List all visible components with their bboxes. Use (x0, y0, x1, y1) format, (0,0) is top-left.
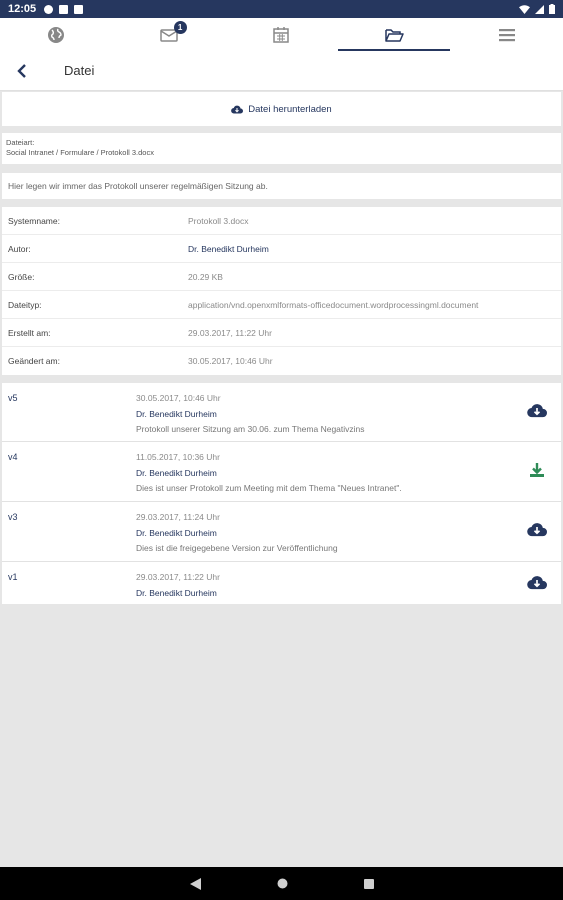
main-navigation (0, 18, 563, 51)
version-download-button[interactable] (527, 460, 547, 480)
property-value: 30.05.2017, 10:46 Uhr (188, 356, 273, 366)
version-row (2, 562, 561, 603)
cloud-download-icon (231, 105, 243, 114)
version-date: 11.05.2017, 10:36 Uhr (136, 452, 220, 462)
download-label: Datei herunterladen (248, 103, 332, 115)
cloud-download-icon (527, 575, 547, 590)
property-label: Dateityp: (8, 299, 42, 310)
property-label: Autor: (8, 243, 31, 254)
version-download-button[interactable] (527, 572, 547, 592)
file-type-label: Dateiart: (6, 138, 35, 147)
version-date: 29.03.2017, 11:22 Uhr (136, 572, 220, 582)
property-row-modified (2, 347, 561, 375)
version-list (2, 383, 561, 604)
property-row-created (2, 319, 561, 347)
folder-open-icon (384, 25, 404, 45)
version-author[interactable]: Dr. Benedikt Durheim (136, 467, 217, 478)
tab-globe[interactable] (0, 18, 113, 51)
version-comment: Dies ist unser Protokoll zum Meeting mit dem Thema "Neues Intranet". (136, 483, 402, 493)
file-type-section (2, 133, 561, 164)
author-link[interactable]: Dr. Benedikt Durheim (188, 243, 269, 254)
property-row-filetype (2, 291, 561, 319)
status-time: 12:05 (8, 3, 37, 15)
version-id: v1 (8, 572, 18, 582)
download-icon (528, 461, 546, 479)
sim-status-icon (74, 5, 83, 14)
home-circle-icon[interactable] (277, 878, 288, 889)
property-label: Erstellt am: (8, 327, 51, 338)
property-label: Systemname: (8, 215, 60, 226)
recents-square-icon[interactable] (364, 879, 374, 889)
wifi-icon (519, 5, 530, 14)
status-bar (0, 0, 563, 18)
tab-files[interactable] (338, 18, 451, 51)
back-triangle-icon[interactable] (190, 878, 201, 890)
version-date: 30.05.2017, 10:46 Uhr (136, 393, 221, 403)
battery-icon (549, 4, 555, 14)
app-status-icon (59, 5, 68, 14)
file-type-path: Social Intranet / Formulare / Protokoll 3.docx (6, 147, 154, 157)
page-title: Datei (64, 63, 95, 78)
download-file-button[interactable] (2, 92, 561, 126)
version-date: 29.03.2017, 11:24 Uhr (136, 512, 220, 522)
version-author[interactable]: Dr. Benedikt Durheim (136, 408, 217, 419)
description-text: Hier legen wir immer das Protokoll unserer regelmäßigen Sitzung ab. (8, 181, 268, 191)
version-id: v3 (8, 512, 18, 522)
property-value: 20.29 KB (188, 271, 223, 282)
tab-messages[interactable] (113, 18, 226, 51)
property-label: Größe: (8, 271, 35, 282)
tab-menu[interactable] (450, 18, 563, 51)
menu-icon (497, 25, 517, 45)
version-download-button[interactable] (527, 519, 547, 539)
settings-status-icon (44, 5, 53, 14)
globe-icon (46, 25, 66, 45)
cloud-download-icon (527, 522, 547, 537)
property-row-systemname (2, 207, 561, 235)
page-header (0, 51, 563, 91)
tab-calendar[interactable] (225, 18, 338, 51)
cloud-download-icon (527, 403, 547, 418)
property-label: Geändert am: (8, 356, 60, 366)
property-value: application/vnd.openxmlformats-officedocument.wordprocessingml.document (188, 299, 479, 310)
version-id: v5 (8, 393, 18, 403)
version-row (2, 502, 561, 562)
chevron-left-icon (16, 64, 28, 78)
file-description (2, 173, 561, 199)
file-properties (2, 207, 561, 375)
version-comment: Dies ist die freigegebene Version zur Veröffentlichung (136, 543, 338, 553)
back-button[interactable] (2, 51, 42, 91)
property-value: Protokoll 3.docx (188, 215, 249, 226)
version-id: v4 (8, 452, 18, 462)
version-comment: Protokoll unserer Sitzung am 30.06. zum Thema Negativzins (136, 424, 365, 434)
system-navigation-bar (0, 867, 563, 900)
version-download-button[interactable] (527, 400, 547, 420)
version-author[interactable]: Dr. Benedikt Durheim (136, 587, 217, 598)
property-row-author (2, 235, 561, 263)
property-row-size (2, 263, 561, 291)
signal-icon (535, 5, 544, 14)
version-row (2, 442, 561, 502)
unread-badge: 1 (174, 21, 187, 34)
property-value: 29.03.2017, 11:22 Uhr (188, 327, 272, 338)
calendar-icon (271, 25, 291, 45)
version-author[interactable]: Dr. Benedikt Durheim (136, 527, 217, 538)
version-row (2, 383, 561, 442)
